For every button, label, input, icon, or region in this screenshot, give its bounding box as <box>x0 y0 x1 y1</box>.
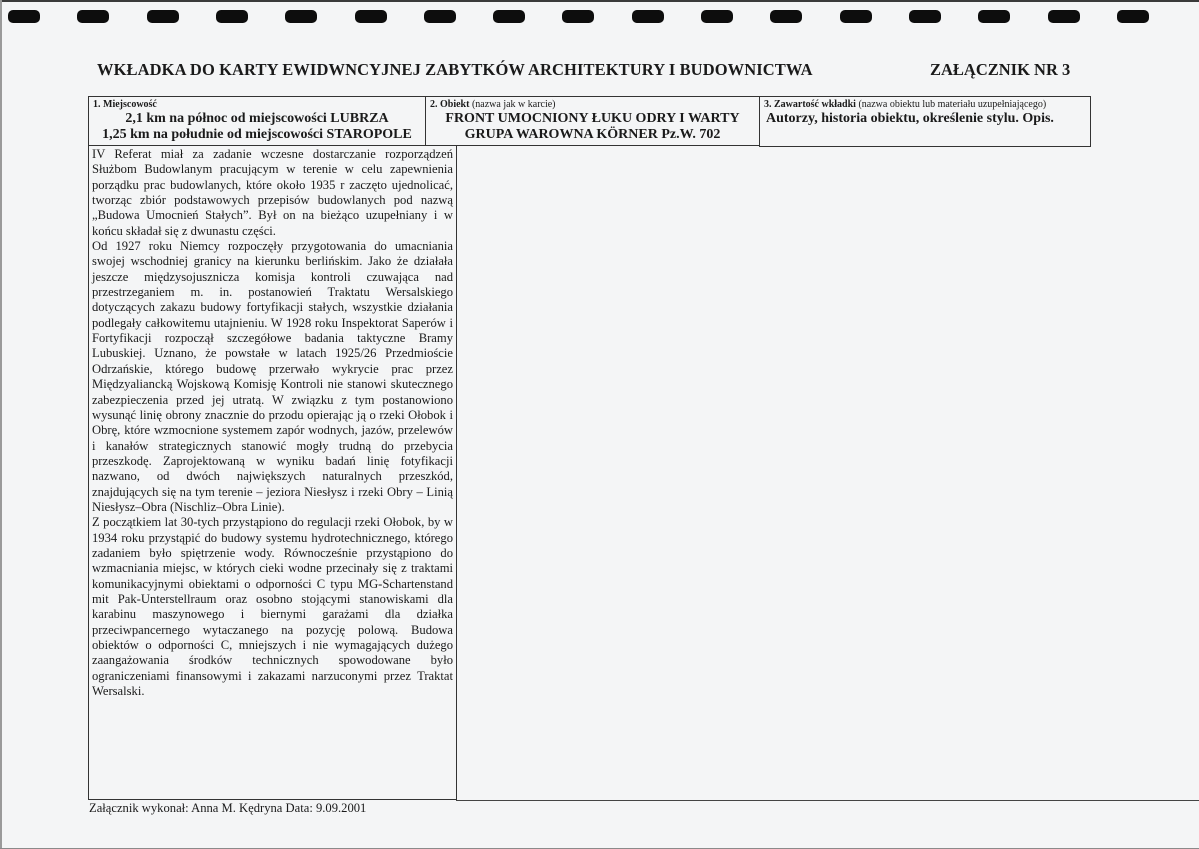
binder-hole <box>355 10 387 23</box>
binder-hole <box>147 10 179 23</box>
body-paragraph: Z początkiem lat 30-tych przystąpiono do regulacji rzeki Ołobok, by w 1934 roku przystąpić do budowy systemu hydrotechnicznego, którego zadaniem było spiętrzenie wody. Równocześnie przystąpiono do wzmacniania miejsc, w których cieki wodne przecinały się z traktami komunikacyjnymi obiektami o odporności C typu MG-Schartenstand mit Pak-Unterstellraum oraz osobno stojącymi stanowiskami dla karabinu maszynowego i biernymi garażami dla działka przeciwpancernego wytaczanego na pozycję polową. Budowa obiektów o odporności C, mniejszych i nie wymagających dużego zaangażowania środków technicznych spowodowane było ograniczeniami finansowymi i zakazami narzuconymi przez Traktat Wersalski. <box>92 515 453 699</box>
document-title: WKŁADKA DO KARTY EWIDWNCYJNEJ ZABYTKÓW ARCHITEKTURY I BUDOWNICTWA <box>97 60 813 79</box>
object-line-1: FRONT UMOCNIONY ŁUKU ODRY I WARTY <box>445 111 740 126</box>
locality-label: 1. Miejscowość <box>93 99 157 110</box>
page-edge <box>0 0 2 849</box>
footer-author-date: Załącznik wykonał: Anna M. Kędryna Data: 9.09.2001 <box>89 801 367 815</box>
body-paragraph: IV Referat miał za zadanie wczesne dostarczanie rozporządzeń Służbom Budowlanym pracującym w terenie w celu zapewnienia porządku prac budowlanych, które około 1935 r zaczęto ujednolicać, tworząc zbiór podstawowych przepisów budowlanych pod nazwą „Budowa Umocnień Stałych”. Był on na bieżąco uzupełniany i w końcu składał się z dwunastu części. <box>92 147 453 238</box>
header-cell-object <box>425 96 760 146</box>
page-edge <box>0 0 1199 2</box>
body-text-column <box>88 145 457 800</box>
body-paragraph: Od 1927 roku Niemcy rozpoczęły przygotowania do umacniania swojej wschodniej granicy na kierunku berlińskim. Jako że działała jeszcze międzysojusznicza komisja kontroli czuwająca nad przestrzeganiem m. in. postanowień Traktatu Wersalskiego dotyczących zakazu budowy fortyfikacji stałych, wszystkie działania podlegały całkowitemu utajnieniu. W 1928 roku Inspektorat Saperów i Fortyfikacji rozpoczął szczegółowe badania taktyczne Bramy Lubuskiej. Uznano, że powstałe w latach 1925/26 Przedmioście Odrzańskie, którego budowę przerwało wykrycie prac przez Międzyaliancką Wojskową Komisję Kontroli nie stanowi skutecznego zabezpieczenia przed jej utratą. W związku z tym postanowiono wysunąć linię obrony znacznie do przodu opierając ją o rzeki Ołobok i Obrę, które wzmocnione systemem zapór wodnych, jazów, przelewów i kanałów strategicznych stanowić mogły trudną do przebycia przeszkodę. Zaprojektowaną w wyniku badań linię fotyfikacji nazwano, od dwóch największych naturalnych przeszkód, znajdujących się na tym terenie – jeziora Niesłysz i rzeki Obry – Linią Niesłysz–Obra (Nischliz–Obra Linie). <box>92 239 453 514</box>
object-label: 2. Obiekt (nazwa jak w karcie) <box>430 99 556 110</box>
binder-hole <box>77 10 109 23</box>
binder-hole <box>770 10 802 23</box>
header-cell-locality <box>88 96 426 146</box>
contents-label: 3. Zawartość wkładki (nazwa obiektu lub materiału uzupełniającego) <box>764 99 1047 110</box>
contents-line-1: Autorzy, historia obiektu, określenie stylu. Opis. <box>766 111 1054 126</box>
header-cell-contents <box>759 96 1091 147</box>
locality-line-1: 2,1 km na północ od miejscowości LUBRZA <box>125 111 389 126</box>
binder-hole <box>424 10 456 23</box>
divider <box>456 800 1199 801</box>
binder-hole <box>216 10 248 23</box>
binder-hole <box>562 10 594 23</box>
binder-hole <box>8 10 40 23</box>
binder-hole <box>1117 10 1149 23</box>
binder-hole <box>1048 10 1080 23</box>
annex-number: ZAŁĄCZNIK NR 3 <box>930 60 1071 79</box>
divider <box>456 145 457 801</box>
binder-hole <box>701 10 733 23</box>
binder-hole <box>493 10 525 23</box>
binder-hole <box>909 10 941 23</box>
object-line-2: GRUPA WAROWNA KÖRNER Pz.W. 702 <box>464 127 721 142</box>
binder-holes-row <box>8 10 1199 24</box>
binder-hole <box>840 10 872 23</box>
binder-hole <box>285 10 317 23</box>
locality-line-2: 1,25 km na południe od miejscowości STAROPOLE <box>102 127 412 142</box>
binder-hole <box>978 10 1010 23</box>
binder-hole <box>632 10 664 23</box>
